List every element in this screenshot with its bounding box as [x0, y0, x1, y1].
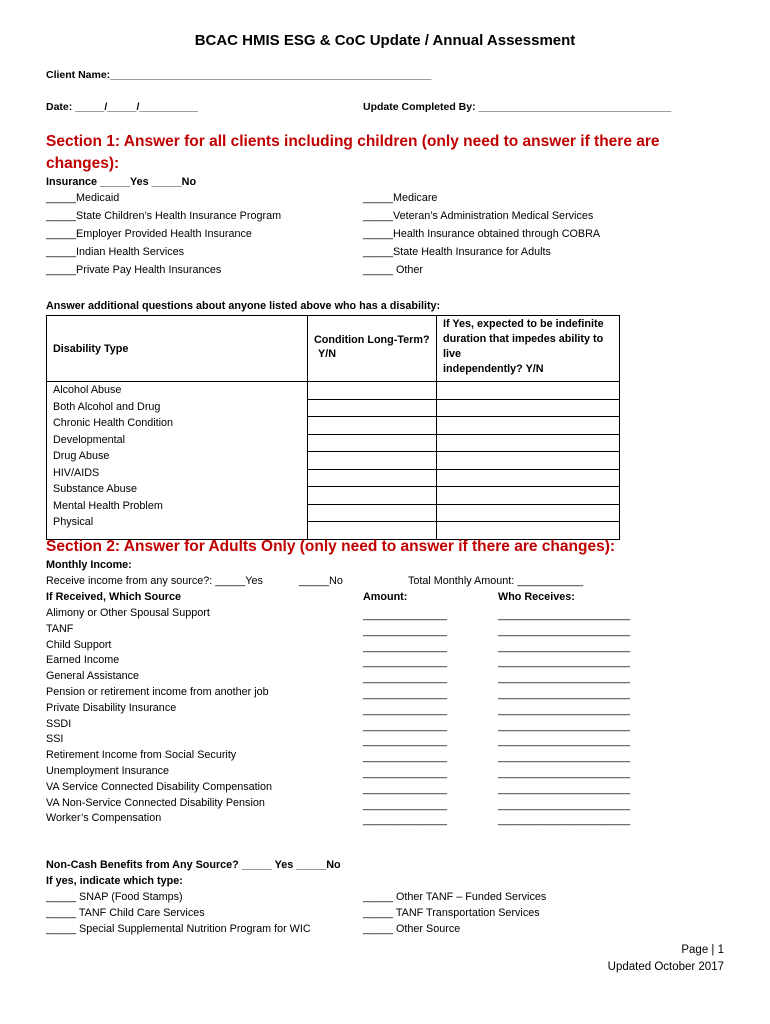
insurance-option[interactable]: _____Medicaid	[46, 192, 120, 204]
updated-date: Updated October 2017	[607, 961, 724, 973]
client-name-field[interactable]: Client Name:_______________________________________________________	[46, 69, 432, 81]
benefit-option[interactable]: _____ Other TANF – Funded Services	[363, 891, 547, 903]
income-source: General Assistance	[46, 670, 140, 683]
insurance-option[interactable]: _____ Other	[363, 264, 424, 276]
page-title: BCAC HMIS ESG & CoC Update / Annual Assessment	[194, 32, 576, 49]
insurance-option[interactable]: _____Private Pay Health Insurances	[46, 264, 222, 276]
income-source: VA Non-Service Connected Disability Pension	[46, 796, 265, 809]
section2-heading: Section 2: Answer for Adults Only (only need to answer if there are changes):	[46, 538, 616, 555]
benefit-option[interactable]: _____ TANF Child Care Services	[46, 907, 205, 919]
date-field[interactable]: Date: _____/_____/__________	[46, 101, 198, 113]
total-monthly-amount[interactable]: Total Monthly Amount: ___________	[408, 575, 584, 587]
monthly-income-label: Monthly Income:	[46, 559, 132, 571]
receive-income-no[interactable]: _____No	[299, 575, 343, 587]
who-receives-header: Who Receives:	[498, 591, 575, 603]
benefit-option[interactable]: _____ Other Source	[363, 923, 461, 935]
section1-heading: Section 1: Answer for all clients including children (only need to answer if there are	[46, 133, 660, 150]
insurance-question[interactable]: Insurance _____Yes _____No	[46, 176, 197, 188]
disability-type: Substance Abuse	[53, 483, 138, 495]
income-source: TANF	[46, 622, 74, 635]
insurance-option[interactable]: _____State Children’s Health Insurance Program	[46, 210, 282, 222]
insurance-option[interactable]: _____Employer Provided Health Insurance	[46, 228, 252, 240]
income-source: SSI	[46, 733, 64, 746]
benefit-option[interactable]: _____ Special Supplemental Nutrition Program for WIC	[46, 923, 311, 935]
income-source: Alimony or Other Spousal Support	[46, 607, 210, 619]
disability-type: Alcohol Abuse	[53, 384, 122, 396]
income-source: Private Disability Insurance	[46, 701, 177, 714]
insurance-option[interactable]: _____Health Insurance obtained through COBRA	[363, 228, 601, 240]
non-cash-question[interactable]: Non-Cash Benefits from Any Source? _____ Yes _____No	[46, 859, 341, 871]
update-completed-by-field[interactable]: Update Completed By: _________________________________	[363, 101, 672, 113]
income-source: Pension or retirement income from another job	[46, 685, 269, 698]
income-source: Unemployment Insurance	[46, 764, 170, 777]
insurance-option[interactable]: _____Medicare	[363, 192, 438, 204]
amount-header: Amount:	[363, 591, 408, 603]
disability-type: Physical	[53, 516, 94, 528]
disability-type: Developmental	[53, 433, 126, 446]
section1-heading-cont: changes):	[46, 155, 120, 172]
if-yes-label: If yes, indicate which type:	[46, 875, 183, 887]
if-received-label: If Received, Which Source	[46, 591, 181, 603]
amount-blanks[interactable]: ______________ ______________ ______________ ______________ ______________ ______________ ______________ ______________ ______________ ______________ ______________ ______________ ______________ ______________	[363, 609, 448, 827]
expected-indefinite-cells[interactable]	[437, 382, 620, 540]
disability-type: Both Alcohol and Drug	[53, 400, 161, 413]
income-source: Earned Income	[46, 654, 120, 667]
disability-type-list	[47, 382, 308, 540]
benefit-option[interactable]: _____ TANF Transportation Services	[363, 907, 540, 919]
disability-type: Chronic Health Condition	[53, 417, 174, 429]
income-source: Worker’s Compensation	[46, 812, 162, 825]
page-number: Page | 1	[681, 944, 724, 956]
income-source: Retirement Income from Social Security	[46, 749, 237, 762]
insurance-option[interactable]: _____Indian Health Services	[46, 246, 185, 258]
income-source-list	[46, 606, 272, 827]
disability-type: Mental Health Problem	[53, 499, 163, 512]
income-source: VA Service Connected Disability Compensation	[46, 780, 273, 793]
income-source: SSDI	[46, 717, 72, 730]
disability-type: HIV/AIDS	[53, 466, 100, 479]
disability-prompt: Answer additional questions about anyone listed above who has a disability:	[46, 300, 441, 312]
receive-income-question[interactable]: Receive income from any source?: _____Yes	[46, 575, 263, 587]
disability-type-header: Disability Type	[47, 316, 308, 382]
insurance-option[interactable]: _____Veteran’s Administration Medical Services	[363, 210, 594, 222]
condition-longterm-cells[interactable]	[308, 382, 437, 540]
who-receives-blanks[interactable]: ______________________ ______________________ ______________________ ______________________ ______________________ ______________________ ______________________ ______________________ ______________________ ______________________ ______________________ ______________________ ______________________ ______________________	[498, 609, 631, 827]
disability-type: Drug Abuse	[53, 450, 110, 462]
condition-longterm-header: Condition Long-Term? Y/N	[308, 316, 437, 382]
benefit-option[interactable]: _____ SNAP (Food Stamps)	[46, 891, 183, 903]
expected-indefinite-header: If Yes, expected to be indefinite duration that impedes ability to live independently? Y/N	[437, 316, 620, 382]
disability-table	[46, 315, 620, 540]
insurance-option[interactable]: _____State Health Insurance for Adults	[363, 246, 551, 258]
income-source: Child Support	[46, 638, 112, 651]
